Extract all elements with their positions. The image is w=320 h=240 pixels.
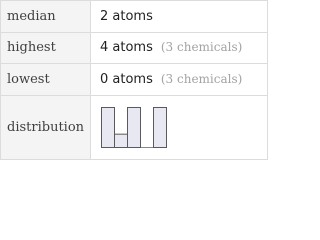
- lowest-value: 0 atoms: [100, 71, 153, 87]
- distribution-cell: [91, 95, 268, 159]
- histogram-bar-0: [102, 108, 115, 148]
- lowest-note: (3 chemicals): [160, 71, 243, 86]
- lowest-row: [1, 64, 268, 96]
- highest-label: highest: [1, 32, 91, 64]
- distribution-row: [1, 95, 268, 159]
- highest-value: 4 atoms: [100, 40, 153, 56]
- lowest-value-cell: [91, 64, 268, 96]
- distribution-label: distribution: [1, 95, 91, 159]
- histogram-bar-2: [128, 108, 141, 148]
- histogram-bar-1: [115, 135, 128, 148]
- highest-value-cell: [91, 32, 268, 64]
- median-row: [1, 1, 268, 33]
- median-value: 2 atoms: [100, 8, 153, 24]
- lowest-label: lowest: [1, 64, 91, 96]
- median-label: median: [1, 1, 91, 33]
- highest-row: [1, 32, 268, 64]
- highest-note: (3 chemicals): [160, 40, 243, 55]
- histogram-bar-4: [154, 108, 167, 148]
- median-value-cell: [91, 1, 268, 33]
- distribution-histogram: [101, 105, 175, 149]
